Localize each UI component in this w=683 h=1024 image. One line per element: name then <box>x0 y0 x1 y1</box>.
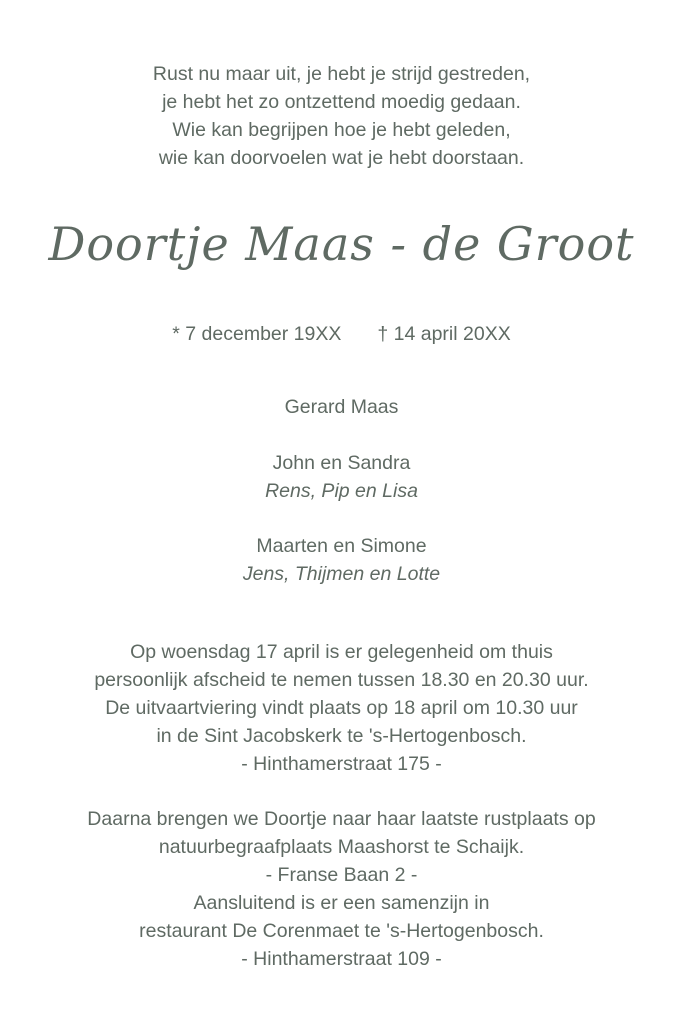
burial-address: - Franse Baan 2 - <box>265 864 418 886</box>
deceased-name: Doortje Maas - de Groot <box>48 217 635 271</box>
burial-line: Aansluitend is er een samenzijn in <box>193 892 490 914</box>
child-couple: Maarten en Simone <box>256 535 427 557</box>
death-date: † 14 april 20XX <box>377 323 511 345</box>
church-address: - Hinthamerstraat 175 - <box>241 753 442 775</box>
child-couple: John en Sandra <box>272 452 411 474</box>
farewell-line: in de Sint Jacobskerk te 's-Hertogenbosch. <box>156 725 527 747</box>
poem-line: wie kan doorvoelen wat je hebt doorstaan. <box>158 147 525 169</box>
grandchildren: Jens, Thijmen en Lotte <box>242 563 441 585</box>
restaurant-address: - Hinthamerstraat 109 - <box>241 948 442 970</box>
burial-line: restaurant De Corenmaet te 's-Hertogenbosch. <box>139 920 544 942</box>
farewell-line: persoonlijk afscheid te nemen tussen 18.30 en 20.30 uur. <box>94 669 589 691</box>
burial-line: natuurbegraafplaats Maashorst te Schaijk. <box>158 836 525 858</box>
grandchildren: Rens, Pip en Lisa <box>265 480 418 502</box>
farewell-line: De uitvaartviering vindt plaats op 18 april om 10.30 uur <box>105 697 578 719</box>
life-dates <box>0 320 683 348</box>
birth-date: * 7 december 19XX <box>172 323 342 345</box>
poem-line: Wie kan begrijpen hoe je hebt geleden, <box>172 119 511 141</box>
farewell-line: Op woensdag 17 april is er gelegenheid om thuis <box>130 641 553 663</box>
poem-line: Rust nu maar uit, je hebt je strijd gestreden, <box>152 63 531 85</box>
poem-line: je hebt het zo ontzettend moedig gedaan. <box>162 91 521 113</box>
burial-line: Daarna brengen we Doortje naar haar laatste rustplaats op <box>87 808 596 830</box>
partner-name: Gerard Maas <box>284 396 399 418</box>
